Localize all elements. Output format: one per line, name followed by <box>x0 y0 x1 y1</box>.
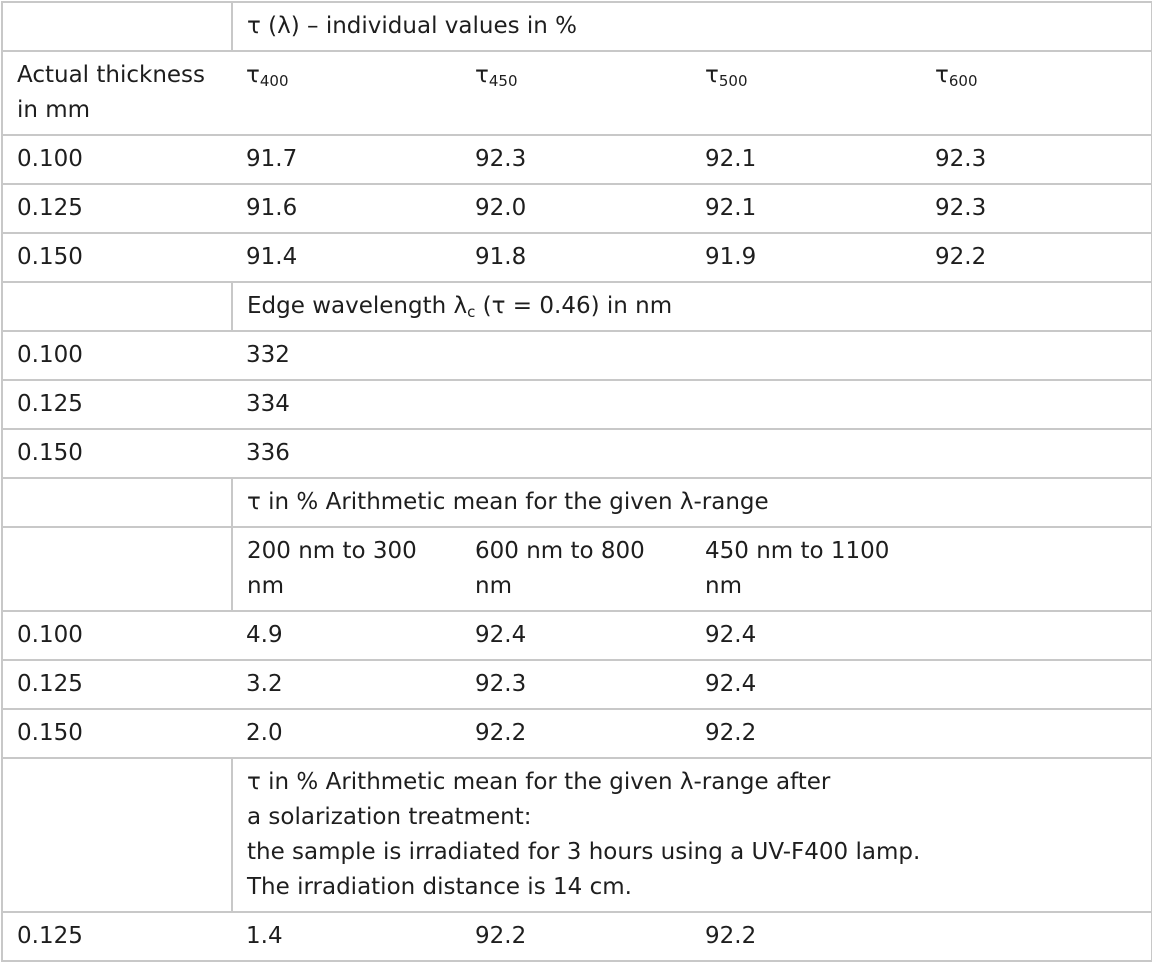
table-row <box>2 660 1152 709</box>
thickness-cell: 0.125 <box>2 184 232 233</box>
value-cell: 92.4 <box>691 660 921 709</box>
table-row <box>2 184 1152 233</box>
section-title-edge-wavelength: Edge wavelength $\lambda_c$ (τ = 0.46) in nm <box>232 282 1152 331</box>
thickness-cell: 0.150 <box>2 709 232 758</box>
thickness-cell: 0.125 <box>2 380 232 429</box>
table-row <box>2 611 1152 660</box>
table-row <box>2 380 1152 429</box>
range-header: 600 nm to 800 nm <box>461 527 691 611</box>
value-cell: 92.2 <box>461 912 691 961</box>
thickness-cell: 0.100 <box>2 331 232 380</box>
value-cell: 92.1 <box>691 135 921 184</box>
thickness-cell: 0.125 <box>2 912 232 961</box>
value-cell: 91.8 <box>461 233 691 282</box>
empty-cell <box>2 527 232 611</box>
value-cell: 336 <box>232 429 1152 478</box>
table-row <box>2 912 1152 961</box>
table-row <box>2 331 1152 380</box>
section-header-row <box>2 2 1152 51</box>
value-cell: 92.2 <box>461 709 691 758</box>
section-header-row <box>2 282 1152 331</box>
value-cell: 92.1 <box>691 184 921 233</box>
table-row <box>2 233 1152 282</box>
empty-cell <box>921 527 1152 611</box>
thickness-cell: 0.150 <box>2 429 232 478</box>
thickness-cell: 0.100 <box>2 135 232 184</box>
value-cell: 4.9 <box>232 611 461 660</box>
value-cell: 92.3 <box>921 184 1152 233</box>
value-cell: 332 <box>232 331 1152 380</box>
value-cell: 91.9 <box>691 233 921 282</box>
table-row <box>2 429 1152 478</box>
value-cell: 92.2 <box>691 912 921 961</box>
column-header-row <box>2 51 1152 135</box>
header-thickness: Actual thickness in mm <box>2 51 232 135</box>
value-cell: 2.0 <box>232 709 461 758</box>
section-header-row <box>2 478 1152 527</box>
section-title-arithmetic-mean: τ in % Arithmetic mean for the given λ-range <box>232 478 1152 527</box>
value-cell: 91.6 <box>232 184 461 233</box>
table-row <box>2 135 1152 184</box>
section-title-individual: τ (λ) – individual values in % <box>232 2 1152 51</box>
range-header: 450 nm to 1100 nm <box>691 527 921 611</box>
empty-cell <box>921 660 1152 709</box>
empty-cell <box>921 912 1152 961</box>
range-header-row <box>2 527 1152 611</box>
table-row <box>2 709 1152 758</box>
value-cell: 92.0 <box>461 184 691 233</box>
header-tau-600: $\tau_{600}$ <box>921 51 1152 135</box>
value-cell: 1.4 <box>232 912 461 961</box>
value-cell: 92.4 <box>461 611 691 660</box>
value-cell: 92.2 <box>691 709 921 758</box>
transmittance-table <box>1 1 1152 962</box>
value-cell: 334 <box>232 380 1152 429</box>
empty-cell <box>2 758 232 912</box>
value-cell: 92.3 <box>461 660 691 709</box>
empty-cell <box>2 282 232 331</box>
value-cell: 92.2 <box>921 233 1152 282</box>
empty-cell <box>921 709 1152 758</box>
thickness-cell: 0.125 <box>2 660 232 709</box>
thickness-cell: 0.150 <box>2 233 232 282</box>
value-cell: 92.3 <box>921 135 1152 184</box>
value-cell: 91.7 <box>232 135 461 184</box>
value-cell: 92.3 <box>461 135 691 184</box>
value-cell: 91.4 <box>232 233 461 282</box>
value-cell: 3.2 <box>232 660 461 709</box>
section-header-row <box>2 758 1152 912</box>
section-title-solarization: τ in % Arithmetic mean for the given λ-range after a solarization treatment: the sample is irradiated for 3 hours using a UV-F400 lamp. The irradiation distance is 14 cm. <box>232 758 1152 912</box>
empty-cell <box>921 611 1152 660</box>
range-header: 200 nm to 300 nm <box>232 527 461 611</box>
header-tau-500: $\tau_{500}$ <box>691 51 921 135</box>
header-tau-450: $\tau_{450}$ <box>461 51 691 135</box>
empty-cell <box>2 2 232 51</box>
thickness-cell: 0.100 <box>2 611 232 660</box>
empty-cell <box>2 478 232 527</box>
header-tau-400: $\tau_{400}$ <box>232 51 461 135</box>
value-cell: 92.4 <box>691 611 921 660</box>
